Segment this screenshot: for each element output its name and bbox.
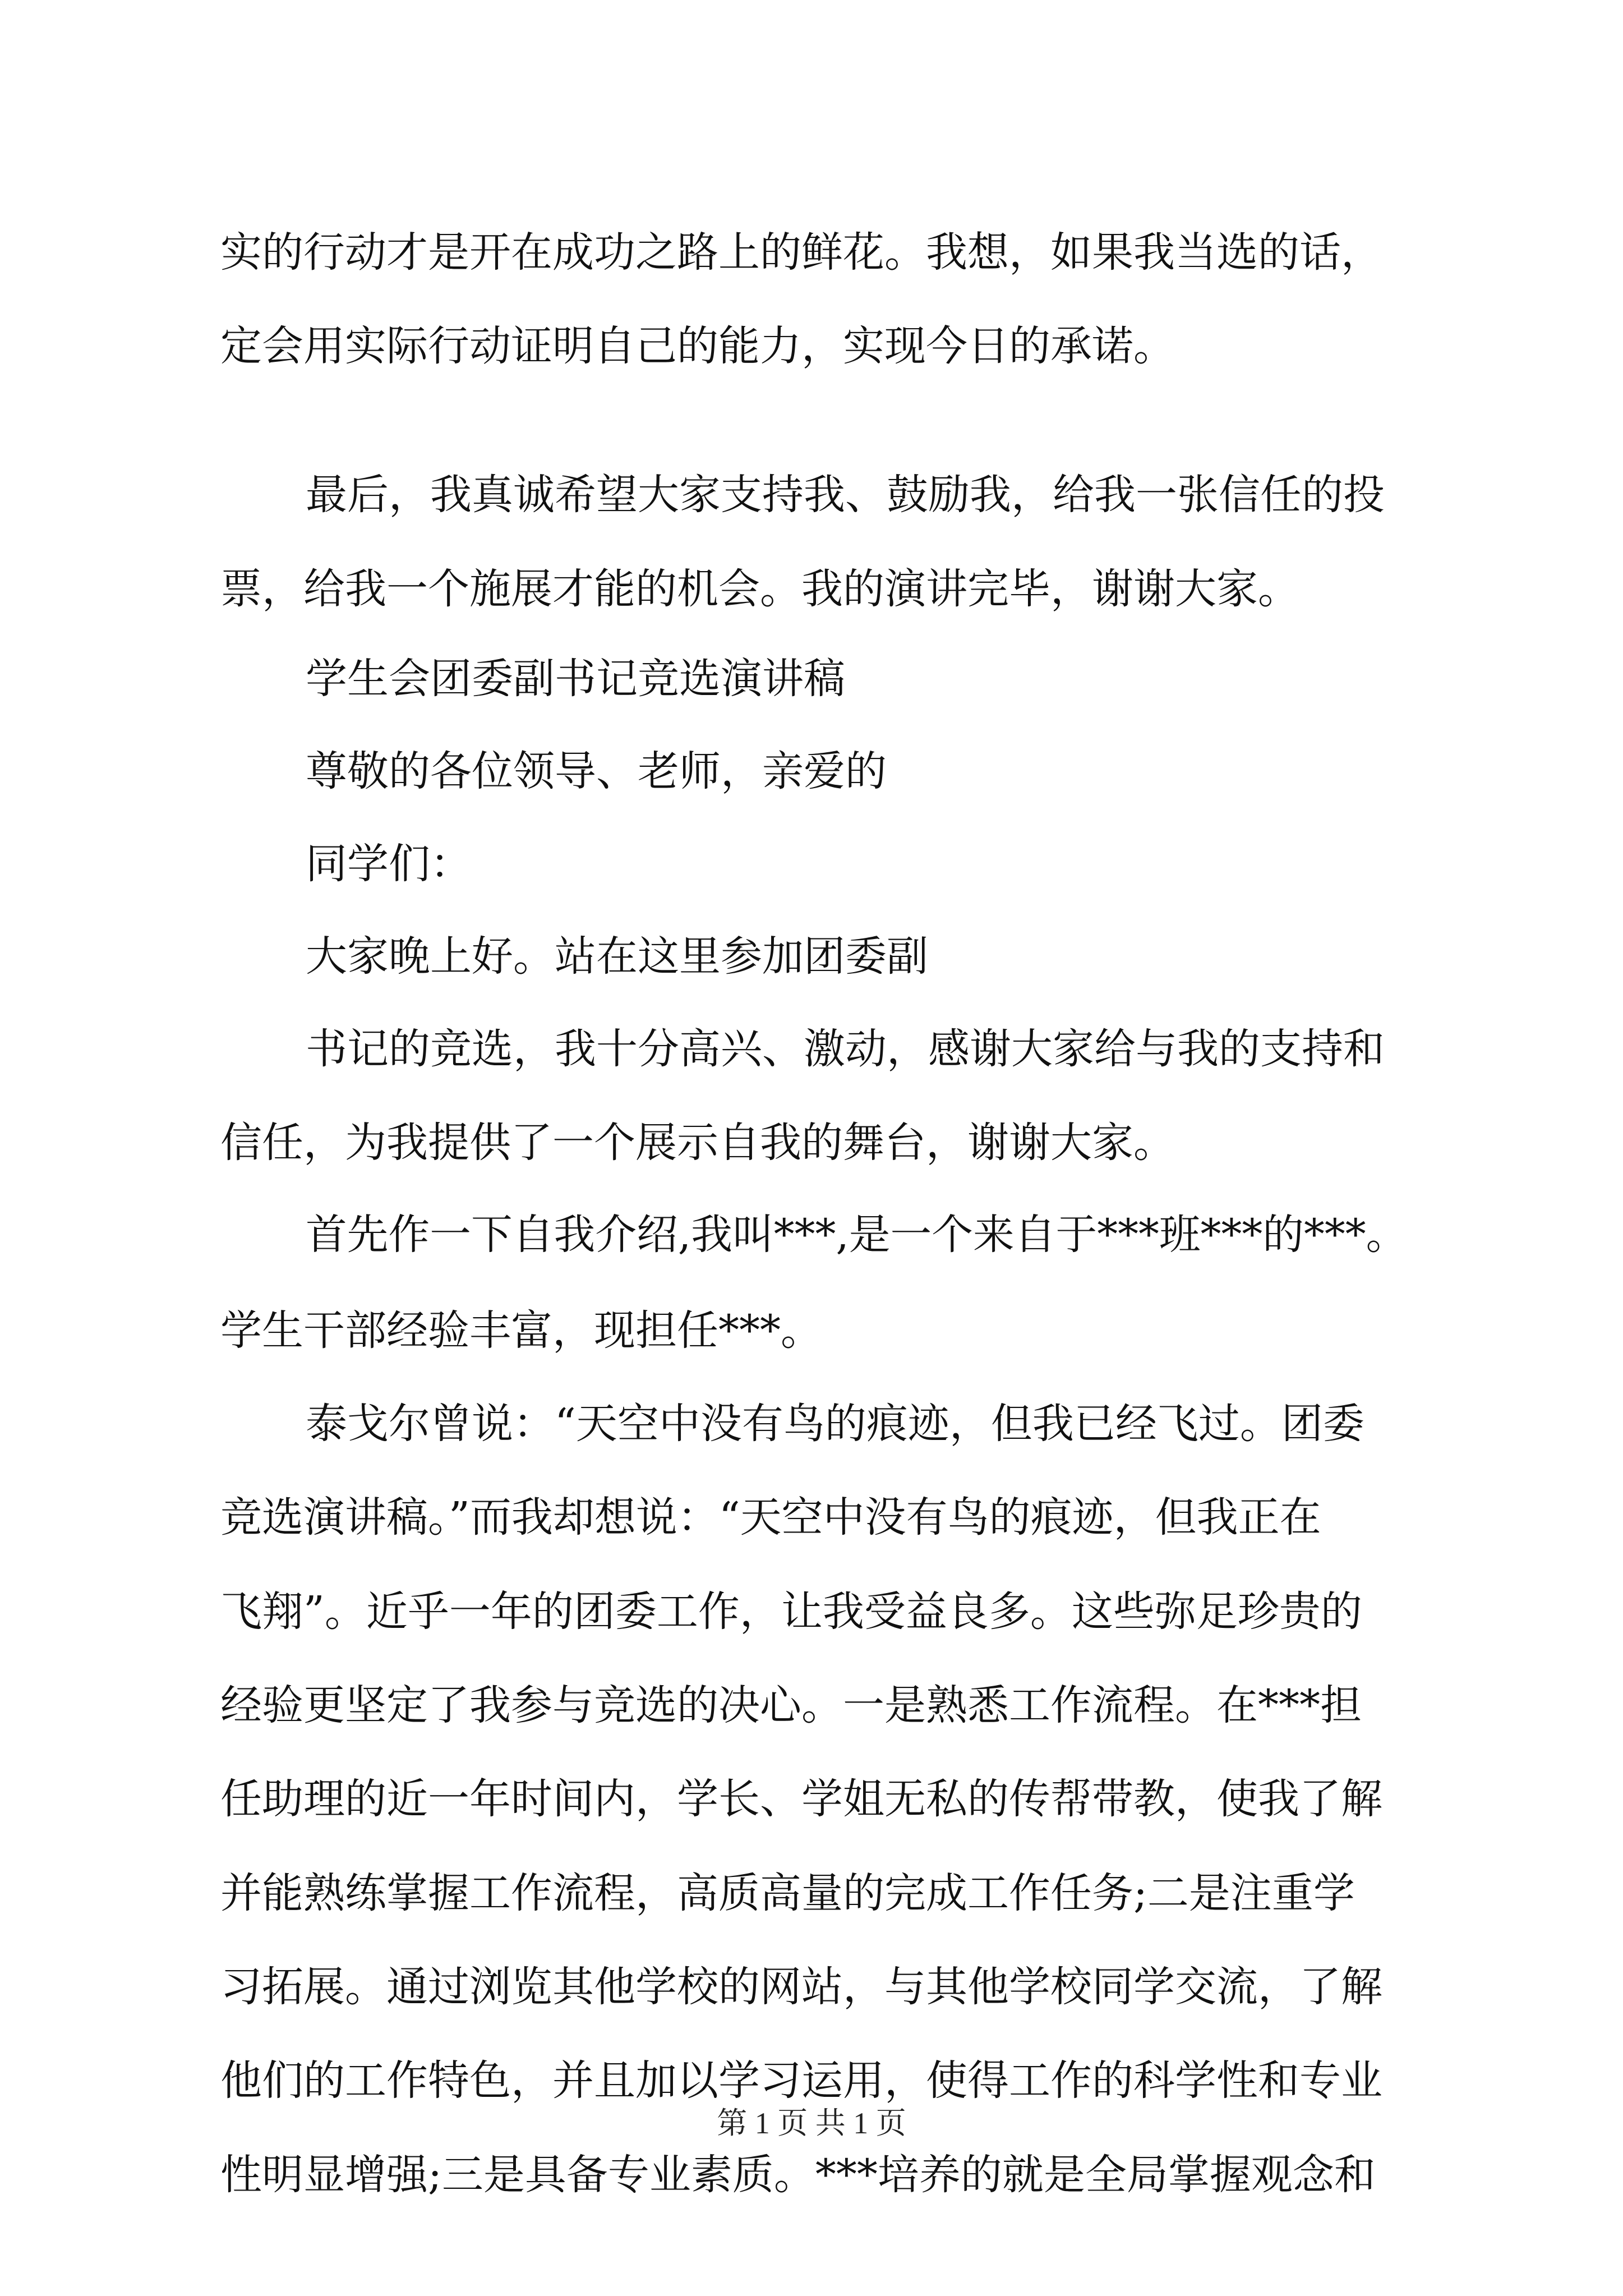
text-line: 经验更坚定了我参与竞选的决心。一是熟悉工作流程。在***担 <box>220 1681 1362 1729</box>
page-number-footer: 第 1 页 共 1 页 <box>717 2106 906 2140</box>
text-line: 实的行动才是开在成功之路上的鲜花。我想，如果我当选的话， <box>220 228 1382 277</box>
text-line: 飞翔”。近乎一年的团委工作，让我受益良多。这些弥足珍贵的 <box>220 1588 1362 1636</box>
text-line: 定会用实际行动证明自己的能力，实现今日的承诺。 <box>220 322 1175 370</box>
section-heading: 学生会团委副书记竞选演讲稿 <box>306 655 845 703</box>
text-line: 习拓展。通过浏览其他学校的网站，与其他学校同学交流，了解 <box>220 1963 1382 2011</box>
text-line: 大家晚上好。站在这里参加团委副 <box>306 932 928 981</box>
text-line: 最后，我真诚希望大家支持我、鼓励我，给我一张信任的投 <box>306 471 1385 519</box>
text-line: 他们的工作特色，并且加以学习运用，使得工作的科学性和专业 <box>220 2056 1382 2105</box>
text-line: 任助理的近一年时间内，学长、学姐无私的传帮带教，使我了解 <box>220 1775 1382 1823</box>
text-line: 泰戈尔曾说：“天空中没有鸟的痕迹，但我已经飞过。团委 <box>306 1400 1364 1448</box>
text-line: 并能熟练掌握工作流程，高质高量的完成工作任务;二是注重学 <box>220 1869 1355 1917</box>
text-line: 票，给我一个施展才能的机会。我的演讲完毕，谢谢大家。 <box>220 565 1299 613</box>
text-line: 性明显增强;三是具备专业素质。***培养的就是全局掌握观念和 <box>220 2151 1376 2199</box>
text-line: 同学们： <box>306 840 472 888</box>
text-line: 信任，为我提供了一个展示自我的舞台，谢谢大家。 <box>220 1119 1175 1167</box>
text-line: 书记的竞选，我十分高兴、激动，感谢大家给与我的支持和 <box>306 1025 1385 1073</box>
text-line: 首先作一下自我介绍,我叫***,是一个来自于***班***的***。 <box>306 1211 1408 1259</box>
text-line: 尊敬的各位领导、老师，亲爱的 <box>306 747 887 795</box>
text-line: 学生干部经验丰富，现担任***。 <box>220 1306 822 1355</box>
text-line: 竞选演讲稿。”而我却想说：“天空中没有鸟的痕迹，但我正在 <box>220 1493 1321 1542</box>
